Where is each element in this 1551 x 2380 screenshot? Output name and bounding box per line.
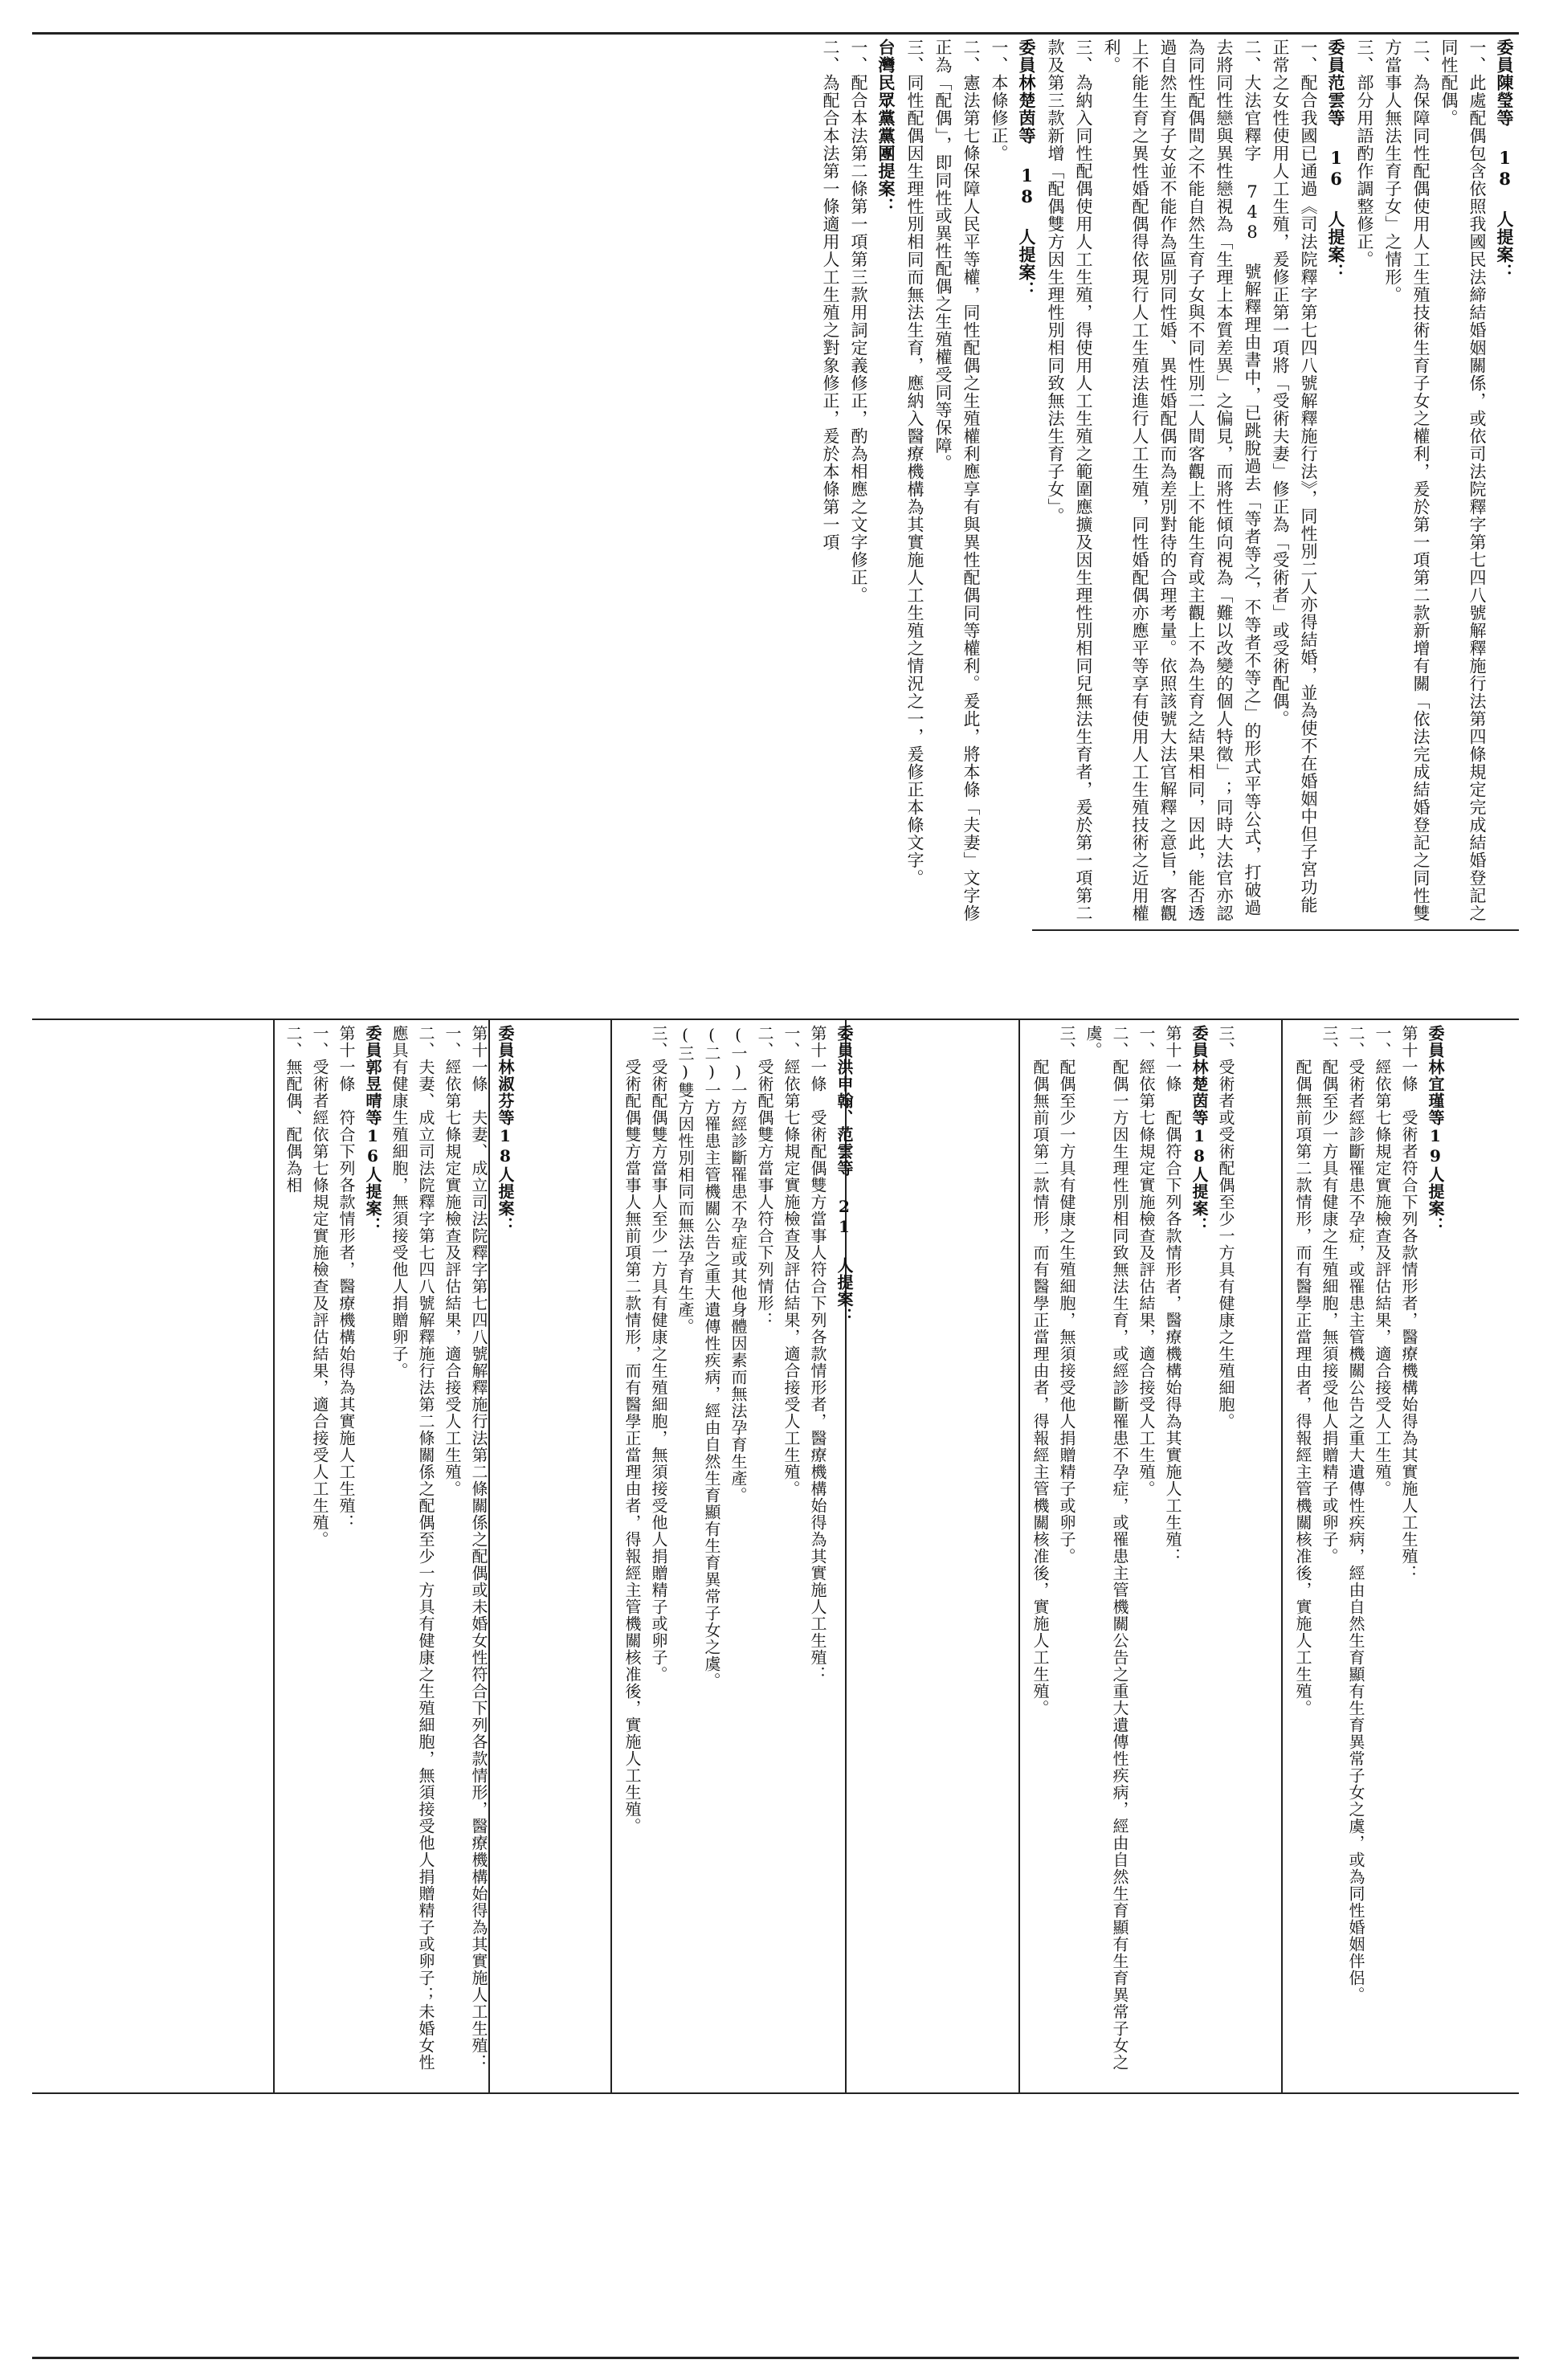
article-paragraph: (三)雙方因性別相同而無法孕育生產。 <box>676 1025 695 1335</box>
column-divider <box>610 1019 612 2092</box>
lower-panel-top-line <box>32 1019 1519 1020</box>
article-paragraph: 二、配偶一方因生理性別相同致無法生育，或經診斷罹患不孕症，或罹患主管機關公告之重大遺傳性疾病，經由自然生育顯有生育異常子女之虞。 <box>1084 1025 1129 2071</box>
article-paragraph: 二、受術者經診斷罹患不孕症，或罹患主管機關公告之重大遺傳性疾病，經由自然生育顯有生育異常子女之虞，或為同性婚姻伴侶。 <box>1346 1025 1365 2003</box>
article-paragraph: 第十一條 受術配偶雙方當事人符合下列各款情形者，醫療機構始得為其實施人工生殖： <box>808 1025 827 1683</box>
proposal-heading: 委員郭昱晴等16人提案： <box>363 1025 382 1234</box>
article-paragraph: 一、經依第七條規定實施檢查及評估結果，適合接受人工生殖。 <box>1137 1025 1156 1497</box>
article-paragraph: 一、經依第七條規定實施檢查及評估結果，適合接受人工生殖。 <box>443 1025 462 1497</box>
article-paragraph: 三、受術者或受術配偶至少一方具有健康之生殖細胞。 <box>1216 1025 1235 1430</box>
article-column <box>1027 1025 1277 2087</box>
article-paragraph: 一、受術者經依第七條規定實施檢查及評估結果，適合接受人工生殖。 <box>310 1025 329 1548</box>
proposal-heading: 委員林楚茵等 18 人提案： <box>1017 39 1037 299</box>
article-paragraph: 第十一條 夫妻、成立司法院釋字第七四八號解釋施行法第二條關係之配偶或未婚女性符合下列各款情形，醫療機構始得為其實施人工生殖： <box>469 1025 488 2071</box>
top-border-line <box>32 32 1519 35</box>
explanation-paragraph: 二、憲法第七條保障人民平等權，同性配偶之生殖權利應享有與異性配偶同等權利。爰此，將本條「夫妻」文字修正為「配偶」，即同性或異性配偶之生殖權受同等保障。 <box>933 39 981 922</box>
article-column <box>618 1025 1015 2087</box>
article-paragraph: 二、無配偶、配偶為相 <box>284 1025 303 1194</box>
explanation-paragraph: 二、大法官釋字 748 號解釋理由書中，已跳脫過去「等者等之，不等者不等之」的形式平等公式，打破過去將同性戀與異性戀視為「生理上本質差異」之偏見，而將性傾向視為「難以改變的個人特徵」；同時大法官亦認為同性配偶間之不能自然生育子女與不同性別二人間客觀上不能生育或主觀上不為生育之結果相同，因此，能否透過自然生育子女並不能作為區別同性婚、異性婚配偶而為差別對待的合理考量。依照該號大法官解釋之意旨，客觀上不能生育之異性婚配偶得依現行人工生殖法進行人工生殖，同性婚配偶亦應平等享有使用人工生殖技術之近用權利。 <box>1102 39 1262 922</box>
explanation-paragraph: 一、本條修正。 <box>990 39 1009 162</box>
explanation-paragraph: 一、配合我國已通過《司法院釋字第七四八號解釋施行法》，同性別二人亦得結婚，並為使不在婚姻中但子宮功能正常之女性使用人工生殖，爰修正第一項將「受術夫妻」修正為「受術者」或受術配偶。 <box>1271 39 1318 914</box>
explanation-paragraph: 三、同性配偶因生理性別相同而無法生育，應納入醫療機構為其實施人工生殖之情況之一，爰修正本條文字。 <box>905 39 924 887</box>
article-paragraph: 配偶無前項第二款情形，而有醫學正當理由者，得報經主管機關核准後，實施人工生殖。 <box>1031 1025 1050 1717</box>
explanation-paragraph: 三、部分用語酌作調整修正。 <box>1355 39 1374 268</box>
article-paragraph: 三、配偶至少一方具有健康之生殖細胞，無須接受他人捐贈精子或卵子。 <box>1057 1025 1076 1565</box>
article-paragraph: 受術配偶雙方當事人無前項第二款情形，而有醫學正當理由者，得報經主管機關核准後，實施人工生殖。 <box>622 1025 642 1835</box>
article-paragraph: 三、配偶至少一方具有健康之生殖細胞，無須接受他人捐贈精子或卵子。 <box>1320 1025 1339 1565</box>
proposal-heading: 委員林楚茵等18人提案： <box>1190 1025 1209 1234</box>
explanation-paragraph: 二、為保障同性配偶使用人工生殖技術生育子女之權利，爰於第一項第二款新增有關「依法完成結婚登記之同性雙方當事人無法生育子女」之情形。 <box>1383 39 1431 922</box>
article-paragraph: 二、受術配偶雙方當事人符合下列情形： <box>755 1025 774 1329</box>
column-divider <box>1281 1019 1283 2092</box>
explanation-paragraph: 三、為納入同性配偶使用人工生殖，得使用人工生殖之範圍應擴及因生理性別相同兒無法生育者，爰於第一項第二款及第三款新增「配偶雙方因生理性別相同致無法生育子女」。 <box>1046 39 1093 922</box>
article-paragraph: 一、經依第七條規定實施檢查及評估結果，適合接受人工生殖。 <box>782 1025 801 1497</box>
article-paragraph: 三、受術配偶雙方當事人至少一方具有健康之生殖細胞，無須接受他人捐贈精子或卵子。 <box>649 1025 668 1683</box>
article-paragraph: 配偶無前項第二款情形，而有醫學正當理由者，得報經主管機關核准後，實施人工生殖。 <box>1293 1025 1312 1717</box>
article-paragraph: 第十一條 受術者符合下列各款情形者，醫療機構始得為其實施人工生殖： <box>1399 1025 1418 1582</box>
proposal-heading: 委員林宜瑾等19人提案： <box>1426 1025 1445 1234</box>
proposal-heading: 委員陳瑩等 18 人提案： <box>1495 39 1515 281</box>
article-paragraph: (二)一方罹患主管機關公告之重大遺傳性疾病，經由自然生育顯有生育異常子女之虞。 <box>702 1025 721 1689</box>
proposal-heading: 委員范雲等 16 人提案： <box>1326 39 1346 281</box>
explanation-panel <box>32 39 1519 925</box>
article-paragraph: (一)一方經診斷罹患不孕症或其他身體因素而無法孕育生產。 <box>729 1025 748 1504</box>
article-paragraph: 二、夫妻、成立司法院釋字第七四八號解釋施行法第二條關係之配偶至少一方具有健康之生殖細胞，無須接受他人捐贈精子或卵子；未婚女性應具有健康生殖細胞，無須接受他人捐贈卵子。 <box>390 1025 435 2071</box>
column-divider <box>273 1019 275 2092</box>
explanation-text <box>32 39 1519 925</box>
proposal-heading: 台灣民眾黨黨團提案： <box>876 39 896 215</box>
lower-panel-bottom-line <box>32 2092 1519 2094</box>
proposal-heading: 委員洪申翰、范雲等 21 人提案： <box>835 1025 854 1325</box>
article-paragraph: 第十一條 符合下列各款情形者，醫療機構始得為其實施人工生殖： <box>337 1025 356 1531</box>
upper-panel-bottom-line <box>1032 929 1519 931</box>
article-column <box>1289 1025 1519 2087</box>
explanation-paragraph: 二、為配合本法第一條適用人工生殖之對象修正，爰於本條第一項 <box>821 39 840 551</box>
explanation-paragraph: 一、此處配偶包含依照我國民法締結婚姻關係，或依司法院釋字第七四八號解釋施行法第四條規定完成結婚登記之同性配偶。 <box>1439 39 1487 922</box>
article-paragraph: 第十一條 配偶符合下列各款情形者，醫療機構始得為其實施人工生殖： <box>1163 1025 1182 1565</box>
article-paragraph: 一、經依第七條規定實施檢查及評估結果，適合接受人工生殖。 <box>1373 1025 1392 1497</box>
explanation-paragraph: 一、配合本法第二條第一項第三款用詞定義修正，酌為相應之文字修正。 <box>849 39 868 604</box>
article-column <box>280 1025 607 2087</box>
proposal-heading: 委員林淑芬等18人提案： <box>496 1025 515 1234</box>
column-divider <box>1018 1019 1020 2092</box>
page-bottom-line <box>32 2357 1519 2359</box>
